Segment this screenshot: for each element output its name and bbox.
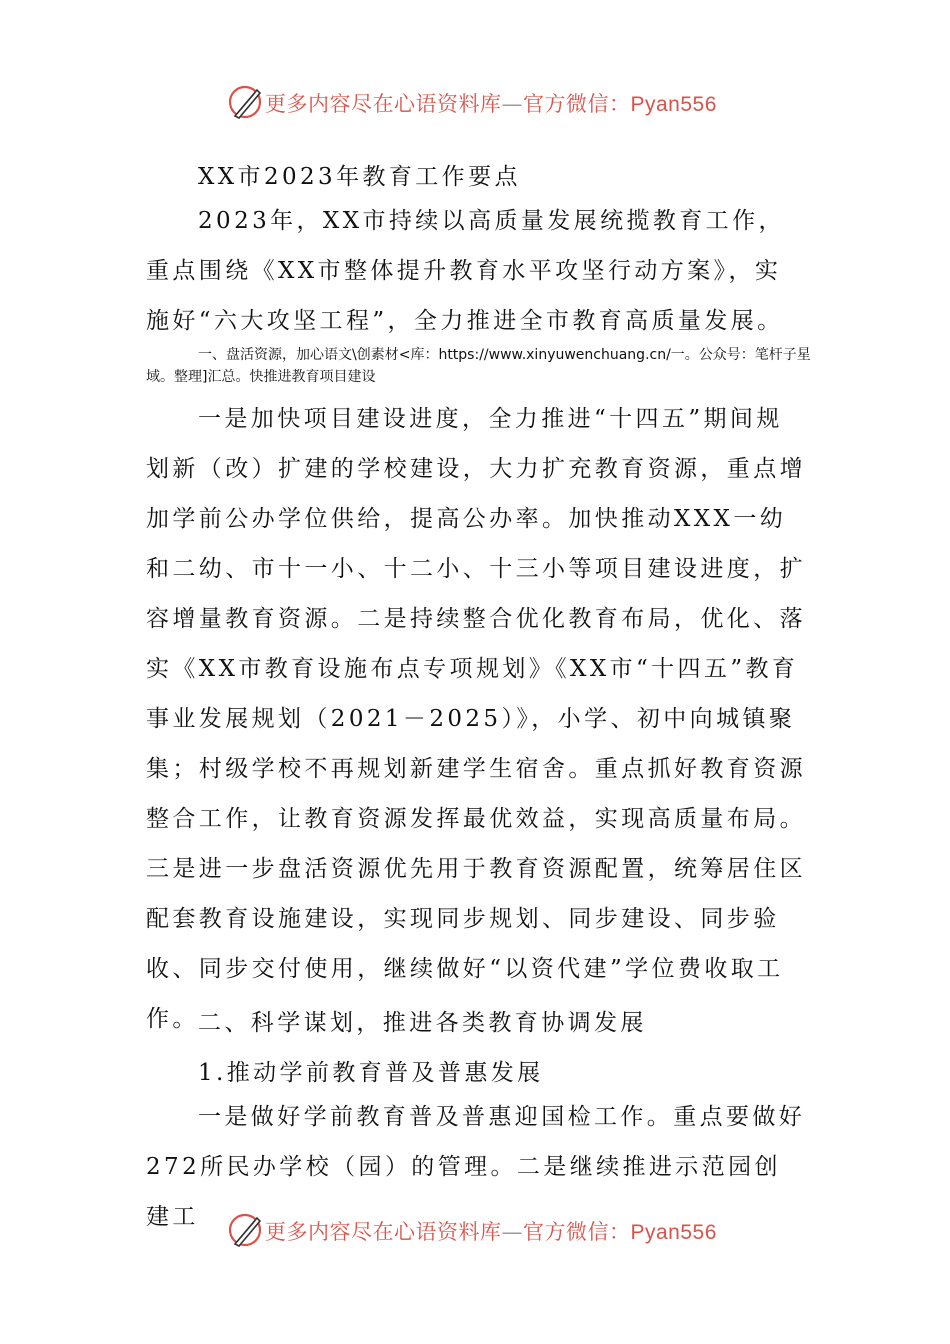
banner-wechat-label: 官方微信：: [523, 92, 631, 116]
banner-separator: —: [501, 1220, 523, 1244]
section1-heading: 一、盘活资源，加心语文\创素材<库：https://www.xinyuwenchuang.cn/一。公众号：笔杆子星域。整理]汇总。快推进教育项目建设: [146, 347, 811, 385]
banner-wechat-id: Pyan556: [630, 1221, 717, 1244]
quill-logo-icon: [225, 80, 269, 124]
top-banner: [0, 80, 950, 124]
banner-main: 更多内容尽在心语资料库: [265, 92, 502, 116]
banner-main: 更多内容尽在心语资料库: [265, 1220, 502, 1244]
banner-text: [265, 88, 717, 118]
document-title: XX市2023年教育工作要点: [198, 164, 521, 190]
quill-logo-icon: [225, 1208, 269, 1252]
banner-separator: —: [501, 92, 523, 116]
bottom-banner: [0, 1208, 950, 1252]
section1-body: 一是加快项目建设进度，全力推进“十四五”期间规划新（改）扩建的学校建设，大力扩充教育资源，重点增加学前公办学位供给，提高公办率。加快推动XXX一幼和二幼、市十一小、十二小、十三小等项目建设进度，扩容增量教育资源。二是持续整合优化教育布局，优化、落实《XX市教育设施布点专项规划》《XX市“十四五”教育事业发展规划（2021－2025）》，小学、初中向城镇聚集；村级学校不再规划新建学生宿舍。重点抓好教育资源整合工作，让教育资源发挥最优效益，实现高质量布局。三是进一步盘活资源优先用于教育资源配置，统筹居住区配套教育设施建设，实现同步规划、同步建设、同步验收、同步交付使用，继续做好“以资代建”学位费收取工作。: [146, 406, 806, 1032]
section2-heading: 二、科学谋划，推进各类教育协调发展: [198, 1010, 647, 1036]
banner-text: [265, 1216, 717, 1246]
banner-wechat-id: Pyan556: [630, 93, 717, 116]
subsection1-heading: 1.推动学前教育普及普惠发展: [198, 1060, 544, 1086]
subsection1-body: 一是做好学前教育普及普惠迎国检工作。重点要做好272所民办学校（园）的管理。二是继续推进示范园创建工: [146, 1104, 806, 1230]
banner-wechat-label: 官方微信：: [523, 1220, 631, 1244]
intro-paragraph: 2023年，XX市持续以高质量发展统揽教育工作，重点围绕《XX市整体提升教育水平攻坚行动方案》，实施好“六大攻坚工程”，全力推进全市教育高质量发展。: [146, 208, 785, 334]
